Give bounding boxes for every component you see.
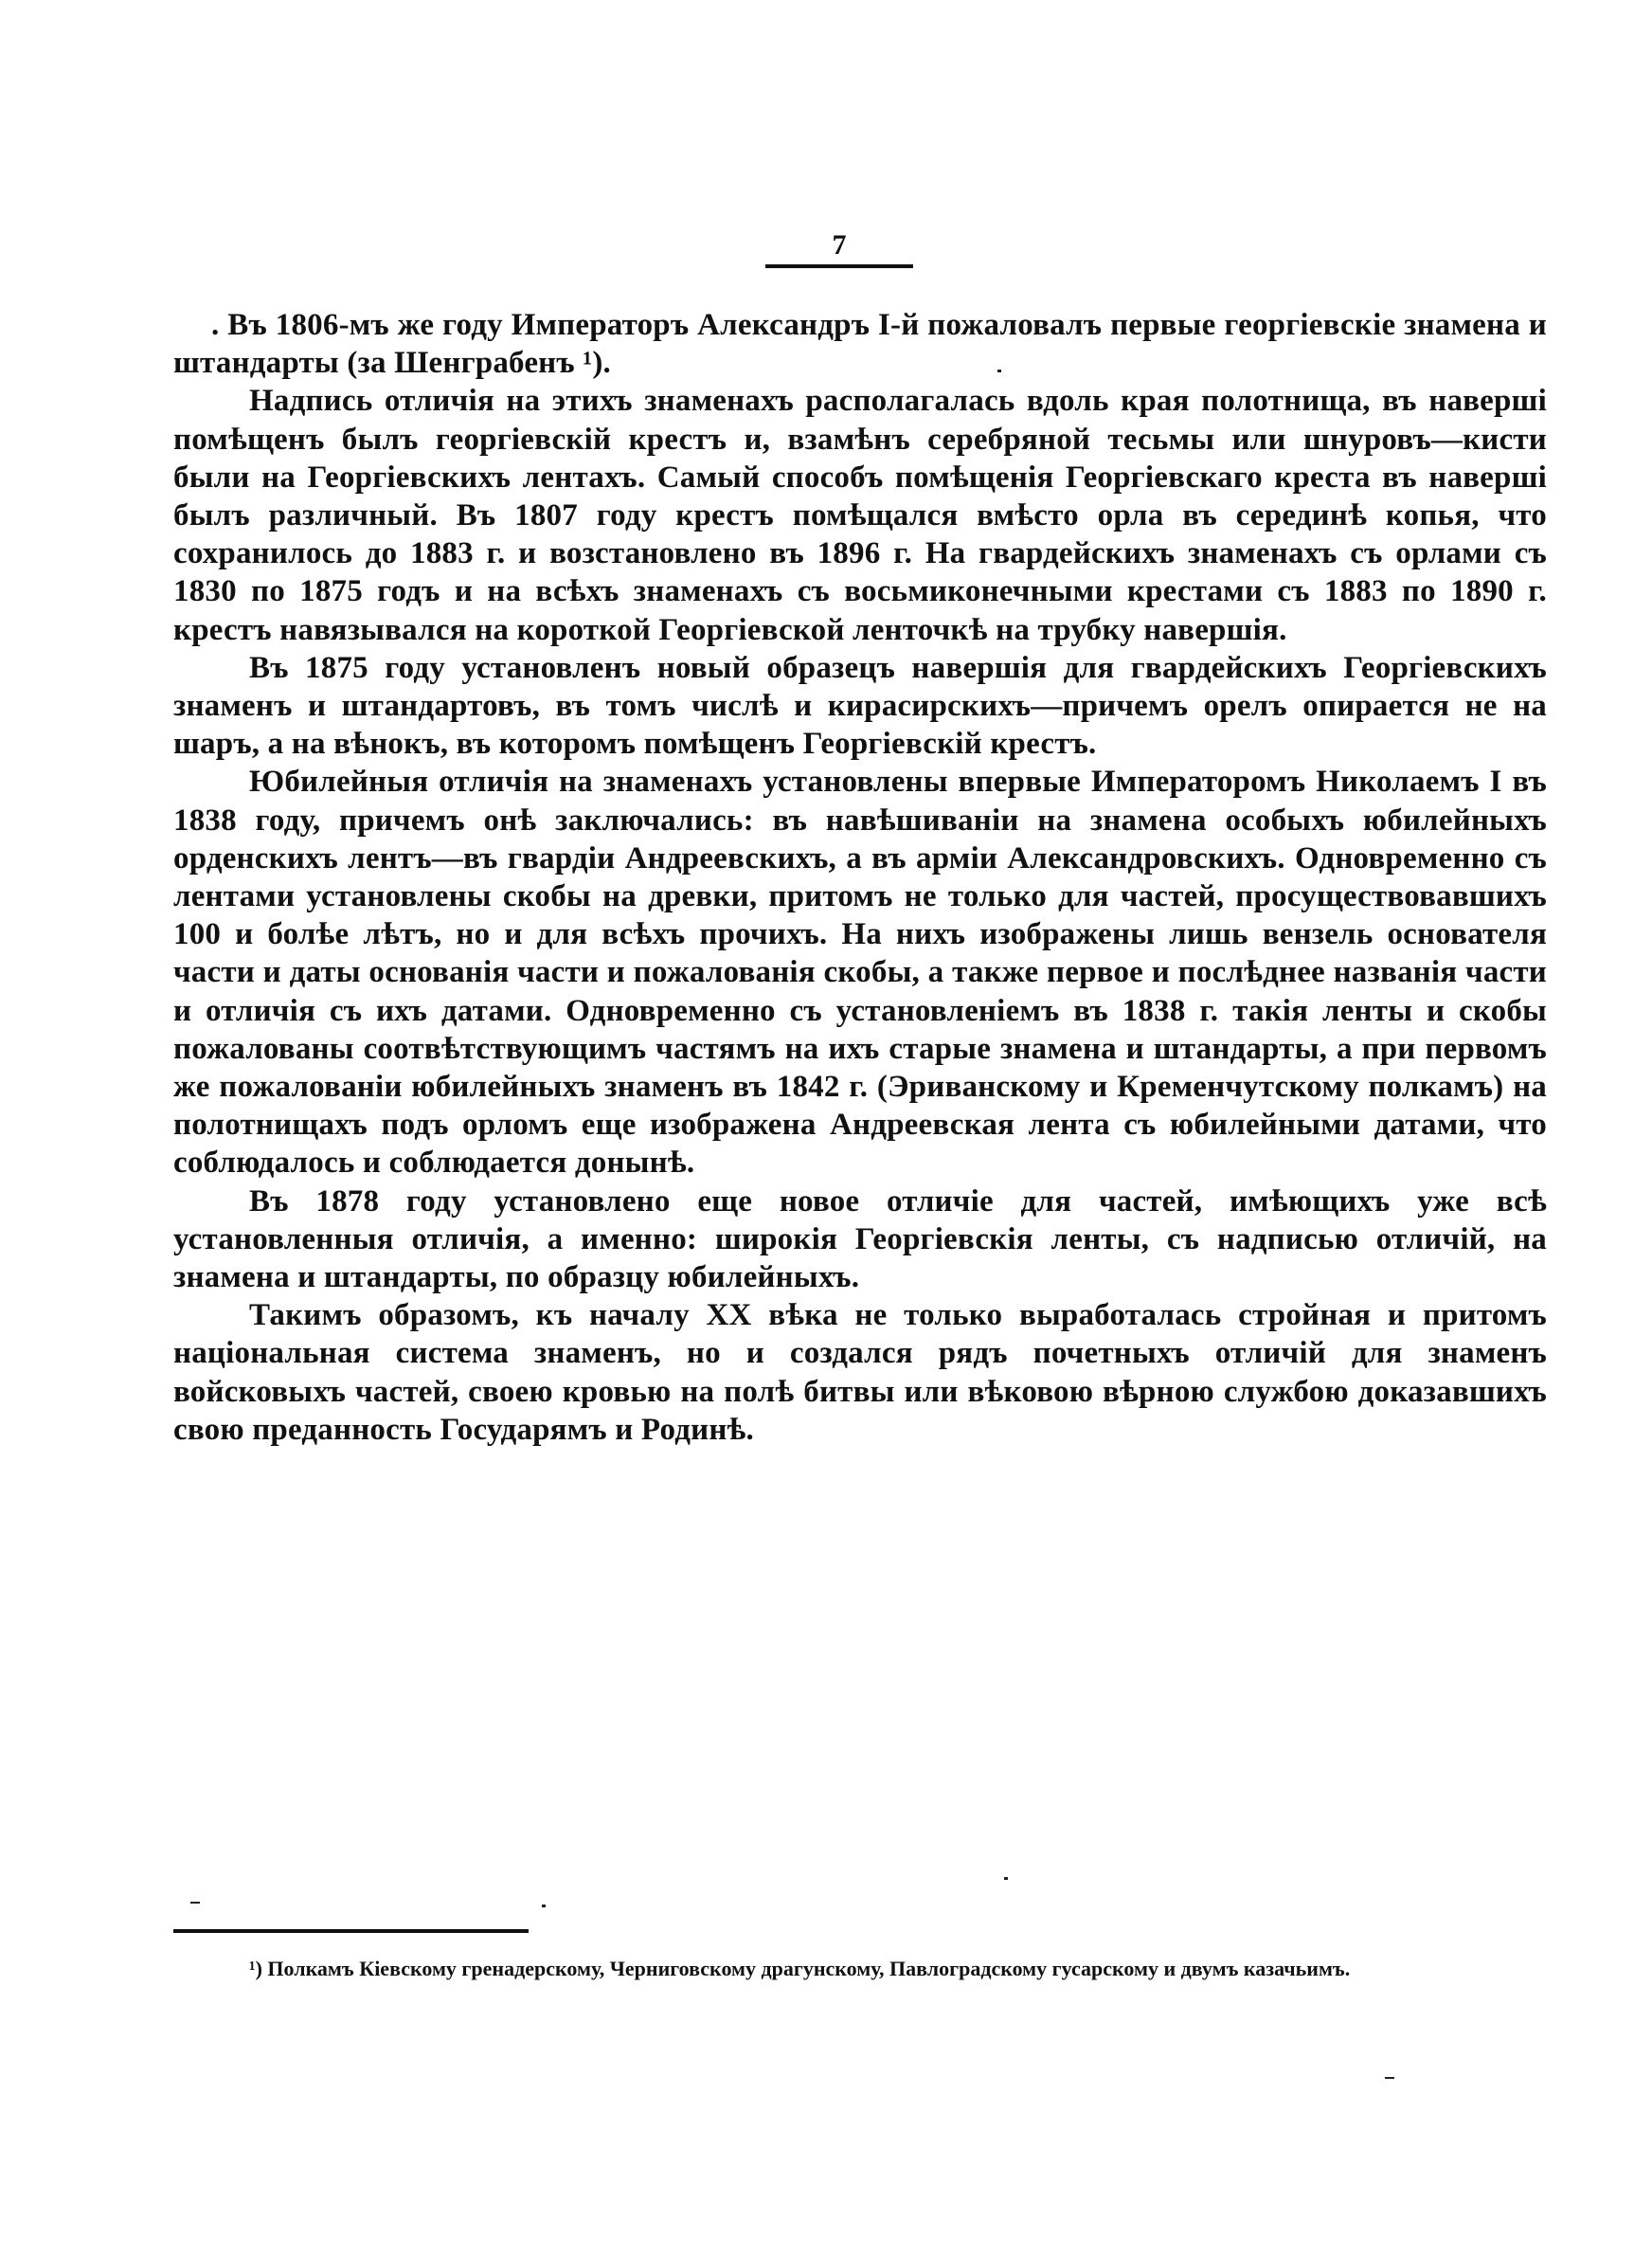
footnote-divider bbox=[173, 1929, 529, 1933]
paragraph-2: Надпись отличія на этихъ знаменахъ располагалась вдоль края полотнища, въ наверші помѣщенъ былъ георгіевскій крестъ и, взамѣнъ серебряной тесьмы или шнуровъ—кисти были на Георгіевскихъ лентахъ. Самый способъ помѣщенія Георгіевскаго креста въ наверші былъ различный. Въ 1807 году крестъ помѣщался вмѣсто орла въ серединѣ копья, что сохранилось до 1883 г. и возстановлено въ 1896 г. На гвардейскихъ знаменахъ съ орлами съ 1830 по 1875 годъ и на всѣхъ знаменахъ съ восьмиконечными крестами съ 1883 по 1890 г. крестъ навязывался на короткой Георгіевской ленточкѣ на трубку навершія. bbox=[173, 384, 1547, 647]
main-text bbox=[173, 306, 1547, 1449]
footnote bbox=[173, 1954, 1547, 1984]
page-header bbox=[765, 229, 913, 268]
page-number: 7 bbox=[832, 229, 847, 261]
paragraph-4: Юбилейныя отличія на знаменахъ установлены впервые Императоромъ Николаемъ I въ 1838 году, причемъ онѣ заключались: въ навѣшиваніи на знамена особыхъ юбилейныхъ орденскихъ лентъ—въ гвардіи Андреевскихъ, а въ арміи Александровскихъ. Одновременно съ лентами установлены скобы на древки, притомъ не только для частей, просуществовавшихъ 100 и болѣе лѣтъ, но и для всѣхъ прочихъ. На нихъ изображены лишь вензель основателя части и даты основанія части и пожалованія скобы, а также первое и послѣднее названія части и отличія съ ихъ датами. Одновременно съ установленіемъ въ 1838 г. такія ленты и скобы пожалованы соотвѣтствующимъ частямъ на ихъ старые знамена и штандарты, а при первомъ же пожалованіи юбилейныхъ знаменъ въ 1842 г. (Эриванскому и Кременчутскому полкамъ) на полотнищахъ подъ орломъ еще изображена Андреевская лента съ юбилейными датами, что соблюдалось и соблюдается донынѣ. bbox=[173, 765, 1547, 1181]
footnote-text: ¹) Полкамъ Кіевскому гренадерскому, Черниговскому драгунскому, Павлоградскому гусарскому и двумъ казачьимъ. bbox=[249, 1957, 1351, 1980]
page-number-rule bbox=[765, 264, 913, 268]
scan-speck bbox=[997, 370, 1001, 372]
scan-speck bbox=[1385, 2077, 1394, 2079]
paragraph-1: . Въ 1806-мъ же году Императоръ Александръ I-й пожаловалъ первые георгіевскіе знамена и штандарты (за Шенграбенъ ¹). bbox=[173, 308, 1547, 381]
scan-speck bbox=[1004, 1877, 1008, 1880]
paragraph-5: Въ 1878 году установлено еще новое отличіе для частей, имѣющихъ уже всѣ установленныя отличія, а именно: широкія Георгіевскія ленты, съ надписью отличій, на знамена и штандарты, по образцу юбилейныхъ. bbox=[173, 1183, 1547, 1295]
paragraph-3: Въ 1875 году установленъ новый образецъ навершія для гвардейскихъ Георгіевскихъ знаменъ и штандартовъ, въ томъ числѣ и кирасирскихъ—причемъ орелъ опирается не на шаръ, а на вѣнокъ, въ которомъ помѣщенъ Георгіевскій крестъ. bbox=[173, 650, 1547, 762]
scan-speck bbox=[542, 1905, 546, 1907]
paragraph-6: Такимъ образомъ, къ началу XX вѣка не только выработалась стройная и притомъ національная система знаменъ, но и создался рядъ почетныхъ отличій для знаменъ войсковыхъ частей, своею кровью на полѣ битвы или вѣковою вѣрною службою доказавшихъ свою преданность Государямъ и Родинѣ. bbox=[173, 1298, 1547, 1447]
scan-speck bbox=[190, 1902, 200, 1904]
